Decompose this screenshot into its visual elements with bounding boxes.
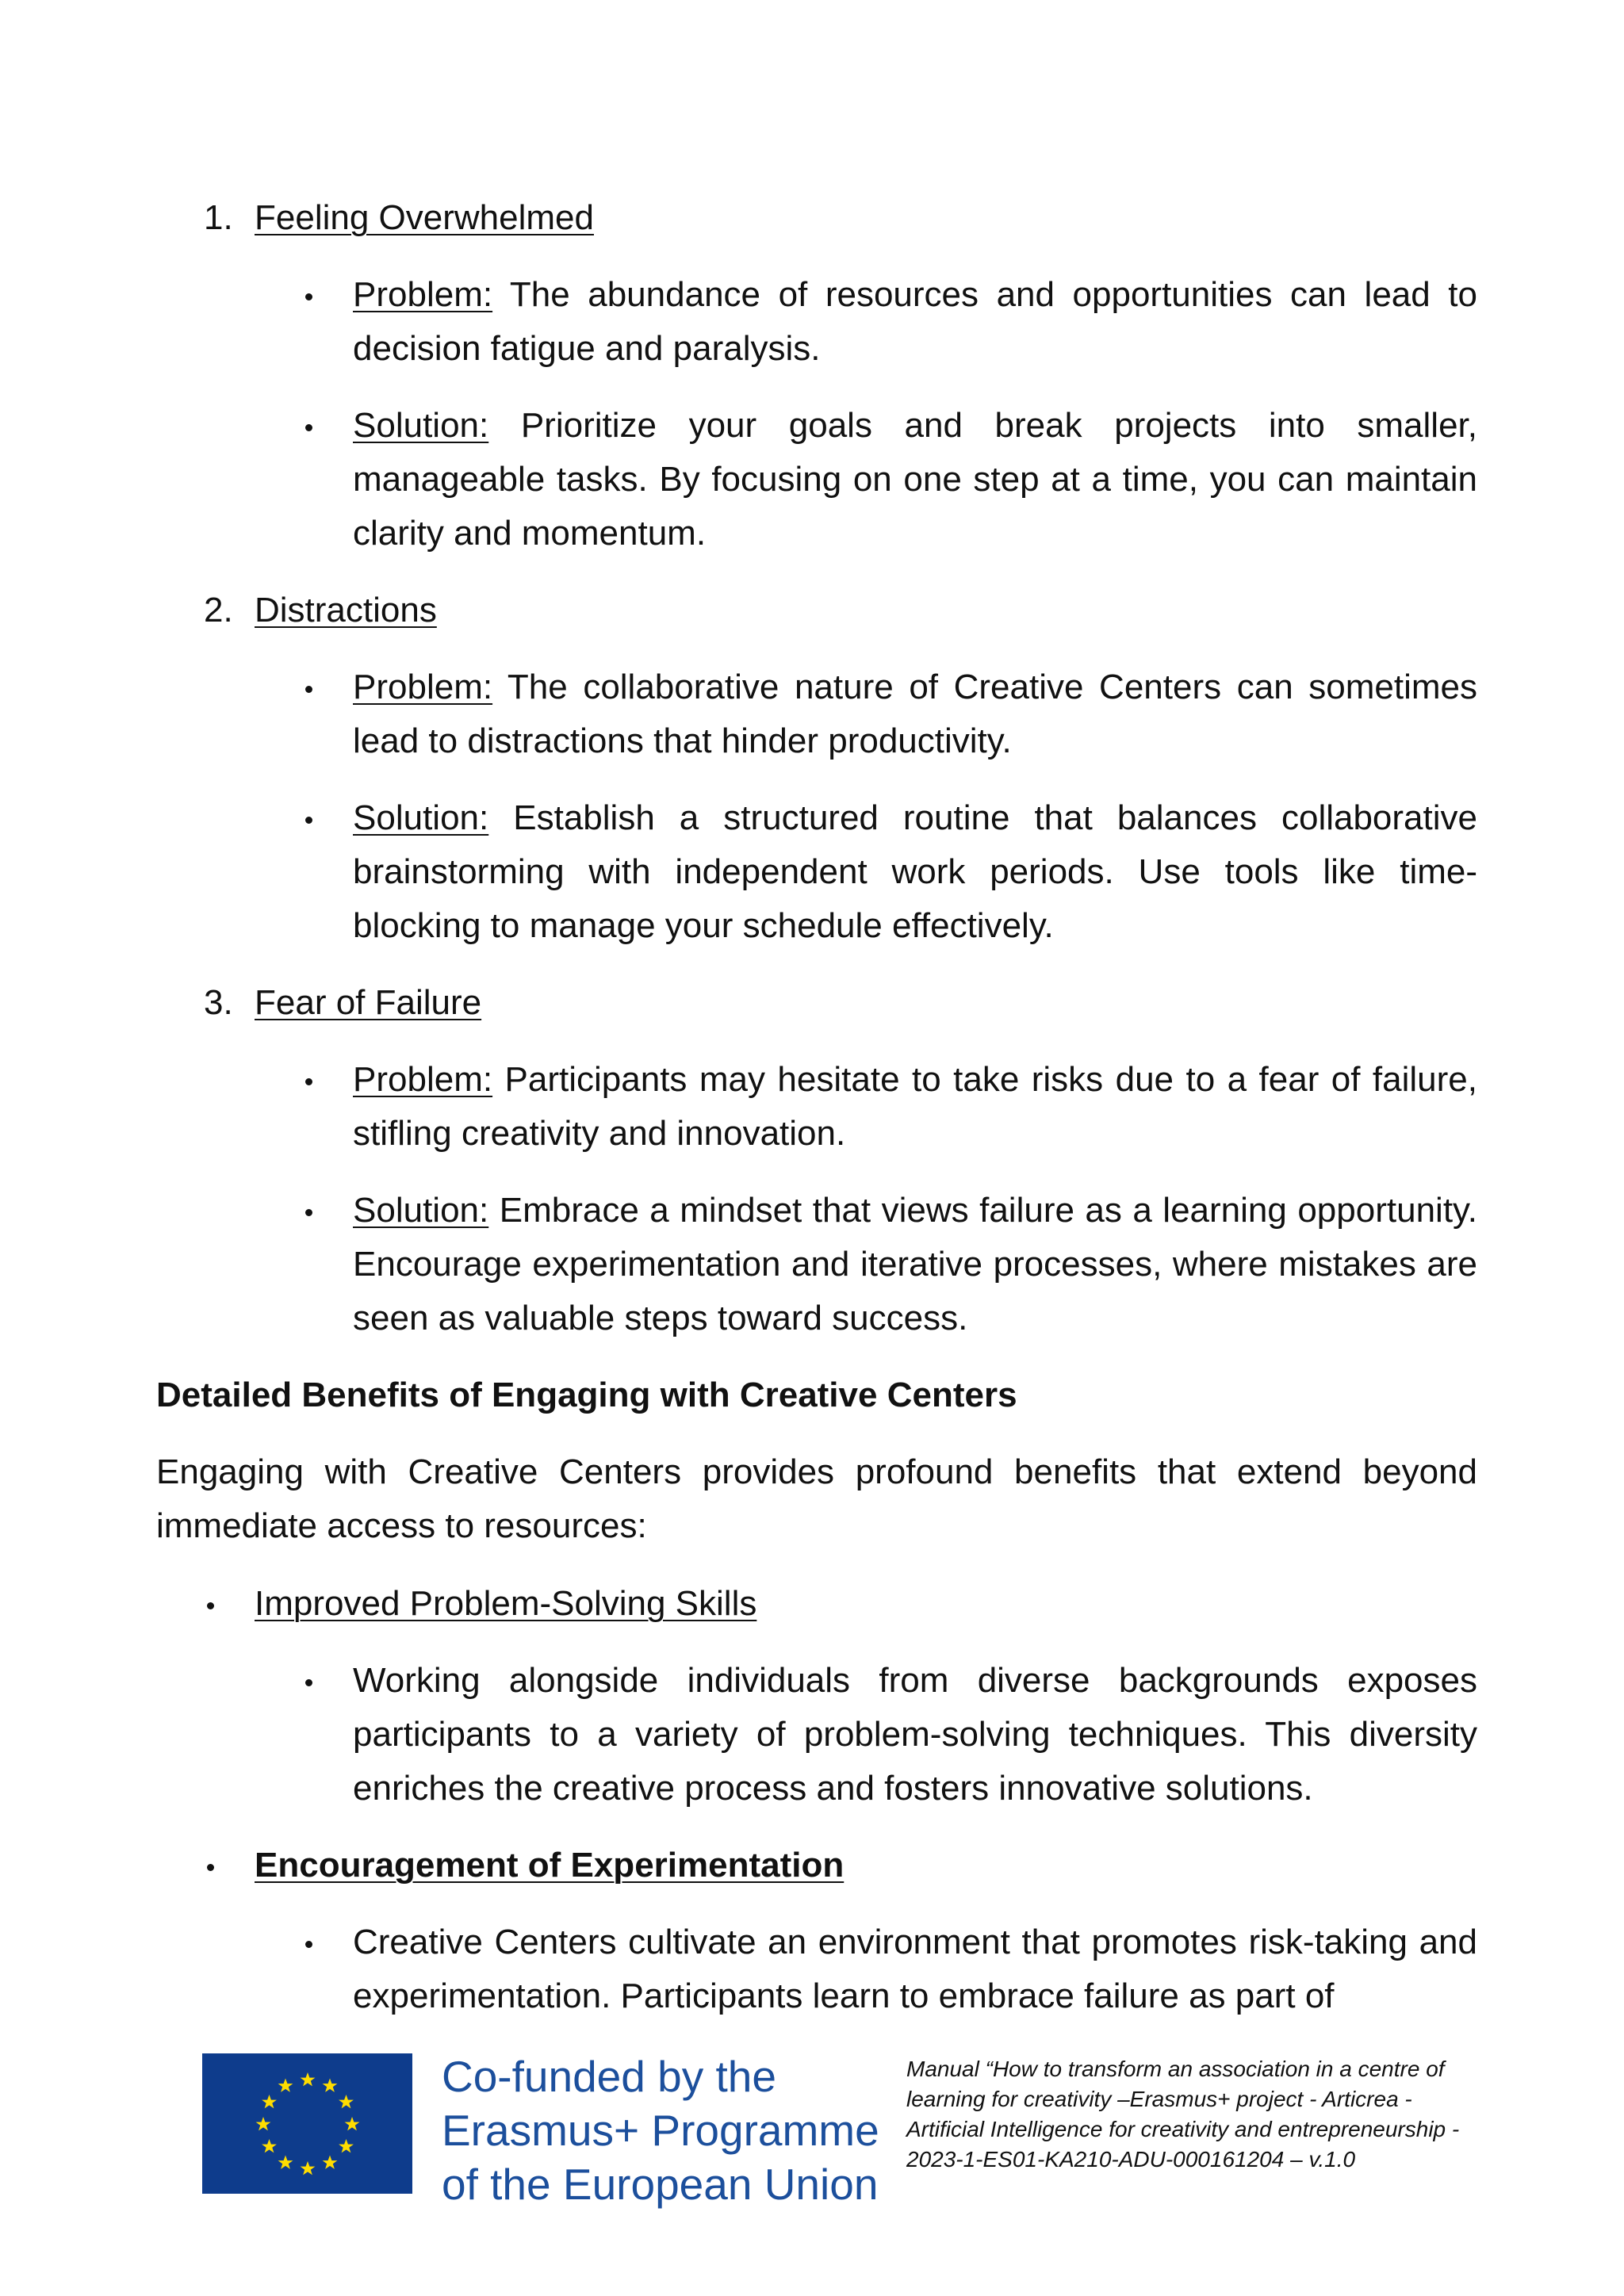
solution-paragraph <box>353 1184 1477 1345</box>
problem-label: Problem: <box>353 275 493 314</box>
problem-paragraph <box>353 660 1477 768</box>
item-title: Distractions <box>255 591 437 629</box>
solution-label: Solution: <box>353 1191 489 1230</box>
bullet <box>207 1602 214 1609</box>
bullet <box>305 1679 312 1686</box>
cofunded-statement <box>442 2049 879 2211</box>
problem-text: The collaborative nature of Creative Centers can sometimes lead to distractions that hinder productivity. <box>353 668 1477 760</box>
problem-text: The abundance of resources and opportunities can lead to decision fatigue and paralysis. <box>353 275 1478 368</box>
eu-stars-icon <box>202 2053 412 2194</box>
problem-label: Problem: <box>353 668 493 706</box>
solution-paragraph <box>353 399 1477 561</box>
cofunded-line: Erasmus+ Programme <box>442 2106 879 2155</box>
solution-text: Prioritize your goals and break projects into smaller, manageable tasks. By focusing on one step at a time, you can maintain clarity and momentum. <box>353 406 1477 553</box>
solution-text: Embrace a mindset that views failure as a learning opportunity. Encourage experimentation and iterative processes, where mistakes are seen as valuable steps toward success. <box>353 1191 1477 1337</box>
section-heading: Detailed Benefits of Engaging with Creative Centers <box>156 1376 1017 1414</box>
cofunded-line: Co-funded by the <box>442 2052 776 2101</box>
solution-text: Establish a structured routine that balances collaborative brainstorming with independent work periods. Use tools like time-blocking to manage your schedule effectively. <box>353 798 1477 945</box>
manual-reference-note: Manual “How to transform an association in a centre of learning for creativity –Erasmus+ project - Articrea - Artificial Intelligence for creativity and entrepreneurship - 2023-1-ES01-KA210-ADU-000161204 – v.1.0 <box>906 2057 1460 2172</box>
eu-flag <box>202 2053 412 2194</box>
item-title: Feeling Overwhelmed <box>255 198 594 237</box>
bullet <box>305 1209 312 1216</box>
benefit-title: Encouragement of Experimentation <box>255 1846 845 1885</box>
problem-label: Problem: <box>353 1060 493 1099</box>
solution-paragraph <box>353 791 1477 953</box>
benefit-title: Improved Problem-Solving Skills <box>255 1584 757 1623</box>
problem-paragraph <box>353 1053 1477 1161</box>
bullet <box>305 686 312 693</box>
bullet <box>207 1864 214 1871</box>
bullet <box>305 424 312 431</box>
bullet <box>305 817 312 824</box>
benefit-text: Working alongside individuals from diverse backgrounds exposes participants to a variety of problem-solving techniques. This diversity enriches the creative process and fosters innovative solutions. <box>353 1661 1477 1808</box>
cofunded-line: of the European Union <box>442 2160 879 2209</box>
list-number: 3. <box>204 983 233 1022</box>
problem-text: Participants may hesitate to take risks due to a fear of failure, stifling creativity and innovation. <box>353 1060 1477 1153</box>
list-number: 2. <box>204 591 233 629</box>
list-number: 1. <box>204 198 233 237</box>
bullet <box>305 1941 312 1948</box>
item-title: Fear of Failure <box>255 983 482 1022</box>
problem-paragraph <box>353 268 1477 376</box>
solution-label: Solution: <box>353 406 489 445</box>
intro-paragraph: Engaging with Creative Centers provides profound benefits that extend beyond immediate access to resources: <box>156 1452 1477 1545</box>
solution-label: Solution: <box>353 798 489 837</box>
bullet <box>305 1078 312 1085</box>
benefit-text: Creative Centers cultivate an environment that promotes risk-taking and experimentation. Participants learn to embrace failure as part of <box>353 1923 1477 2015</box>
bullet <box>305 293 312 300</box>
